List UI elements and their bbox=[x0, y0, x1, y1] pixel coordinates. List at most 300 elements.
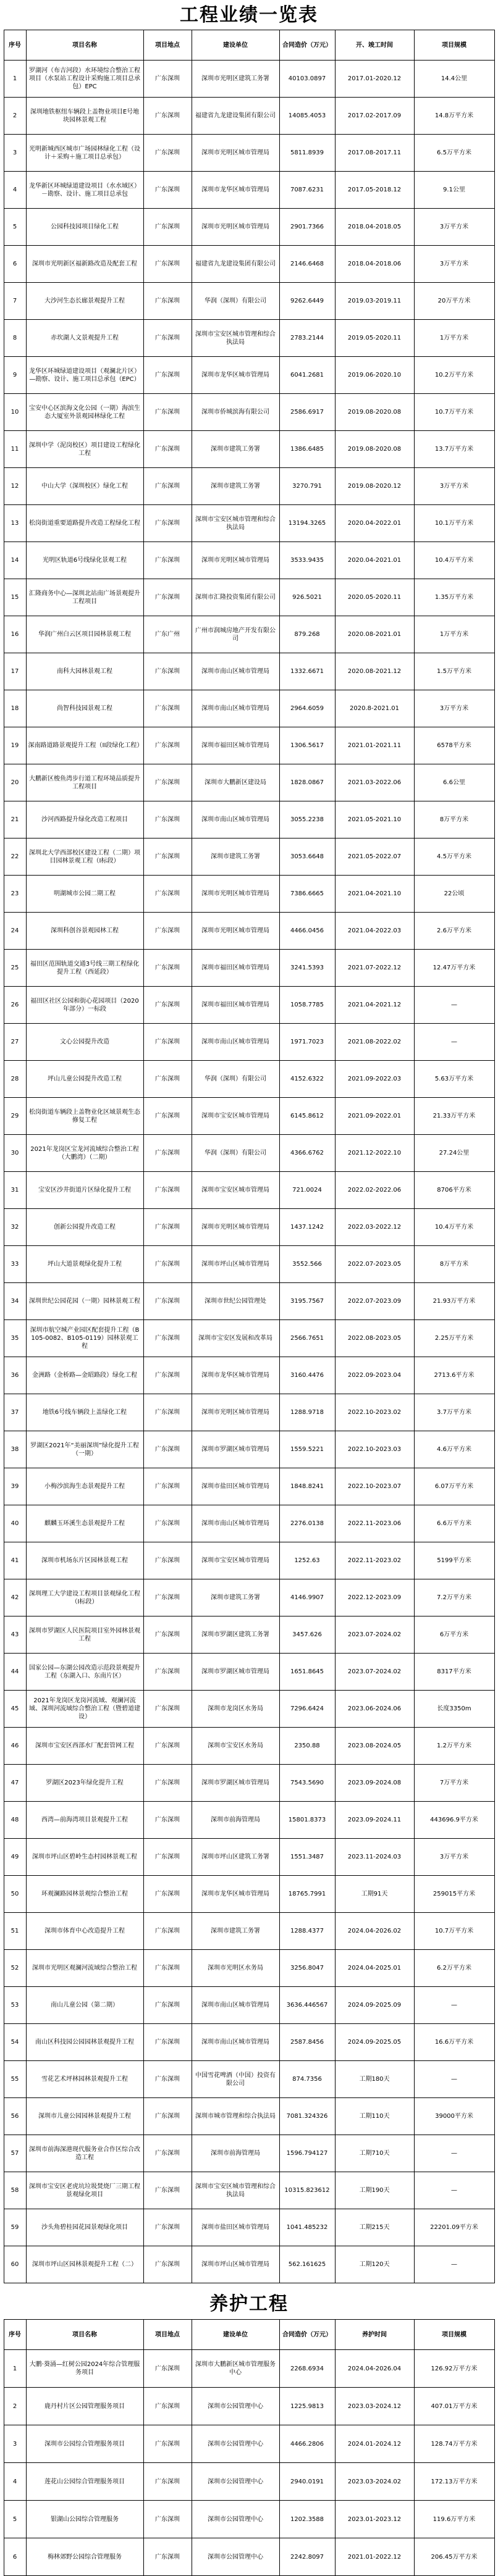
cell-location: 广东深圳 bbox=[143, 1579, 192, 1616]
cell-location: 广东深圳 bbox=[143, 135, 192, 172]
cell-contract-price: 1828.0867 bbox=[279, 764, 335, 801]
cell-scale: 172.13万平方米 bbox=[414, 2463, 494, 2501]
cell-no: 49 bbox=[4, 1839, 26, 1876]
cell-contract-price: 3241.5393 bbox=[279, 950, 335, 987]
cell-client: 深圳市光明区城市管理局 bbox=[192, 1209, 279, 1246]
cell-scale: 1.5万平方米 bbox=[414, 653, 494, 690]
cell-location: 广东深圳 bbox=[143, 2388, 192, 2425]
cell-period: 2018.04-2018.06 bbox=[335, 246, 414, 283]
cell-client: 深圳市罗湖区城市管理局 bbox=[192, 1765, 279, 1802]
cell-contract-price: 2350.88 bbox=[279, 1728, 335, 1765]
table-row bbox=[4, 1691, 494, 1728]
cell-location: 广东深圳 bbox=[143, 950, 192, 987]
table-row bbox=[4, 616, 494, 653]
cell-period: 2019.08-2020.12 bbox=[335, 468, 414, 505]
cell-client: 深圳市汇隆投资集团有限公司 bbox=[192, 579, 279, 616]
cell-client: 深圳市建筑工务署 bbox=[192, 468, 279, 505]
cell-period: 2021.04-2021.12 bbox=[335, 987, 414, 1024]
cell-project-name: 深圳市坪山区园林景观提升工程（二） bbox=[26, 2246, 143, 2283]
cell-contract-price: 13194.3265 bbox=[279, 505, 335, 542]
cell-client: 深圳市大鹏新区城市管理服务中心 bbox=[192, 2350, 279, 2388]
cell-period: 2022.10-2023.02 bbox=[335, 1394, 414, 1431]
cell-location: 广东深圳 bbox=[143, 838, 192, 876]
table-row bbox=[4, 357, 494, 394]
cell-client: 深圳市龙岗区水务局 bbox=[192, 1691, 279, 1728]
cell-project-name: 深圳市宝安区西部水厂配套管网工程 bbox=[26, 1728, 143, 1765]
cell-period: 工期110天 bbox=[335, 2098, 414, 2135]
cell-period: 2017.01-2020.12 bbox=[335, 61, 414, 98]
cell-scale: 4.6万平方米 bbox=[414, 1431, 494, 1468]
table-row bbox=[4, 1468, 494, 1505]
cell-location: 广东深圳 bbox=[143, 1394, 192, 1431]
cell-contract-price: 9262.6449 bbox=[279, 283, 335, 320]
table-row bbox=[4, 913, 494, 950]
cell-location: 广东深圳 bbox=[143, 1209, 192, 1246]
cell-contract-price: 4466.2806 bbox=[279, 2425, 335, 2463]
cell-contract-price: 1651.8645 bbox=[279, 1654, 335, 1691]
table-row bbox=[4, 1802, 494, 1839]
cell-scale: 21.93万平方米 bbox=[414, 1283, 494, 1320]
cell-project-name: 大鹏·葵涌—红树公园2024年综合管理服务项目 bbox=[26, 2350, 143, 2388]
cell-no: 4 bbox=[4, 2463, 26, 2501]
cell-location: 广东深圳 bbox=[143, 1691, 192, 1728]
table-row bbox=[4, 1987, 494, 2024]
cell-period: 2023.03-2024.12 bbox=[335, 2388, 414, 2425]
cell-period: 2024.04-2026.02 bbox=[335, 1913, 414, 1950]
cell-client: 深圳市龙华区城市管理局 bbox=[192, 357, 279, 394]
cell-scale: 7万平方米 bbox=[414, 1765, 494, 1802]
cell-client: 深圳市宝安区城市管理局 bbox=[192, 1172, 279, 1209]
cell-no: 58 bbox=[4, 2172, 26, 2209]
cell-client: 深圳市公园管理中心 bbox=[192, 2425, 279, 2463]
cell-period: 2022.12-2023.09 bbox=[335, 1579, 414, 1616]
cell-client: 深圳市公园管理中心 bbox=[192, 2538, 279, 2576]
cell-period: 2022.11-2023.06 bbox=[335, 1505, 414, 1542]
cell-project-name: 宝安中心区滨海文化公园（一期）海滨生态大厦室外景观园林绿化工程 bbox=[26, 394, 143, 431]
cell-client: 深圳市南山区城市管理局 bbox=[192, 690, 279, 727]
cell-project-name: 莲花山公园综合管理服务项目 bbox=[26, 2463, 143, 2501]
table-row bbox=[4, 172, 494, 209]
cell-period: 2019.08-2020.08 bbox=[335, 394, 414, 431]
cell-period: 2024.09-2025.05 bbox=[335, 2024, 414, 2061]
cell-location: 广东深圳 bbox=[143, 690, 192, 727]
table-row bbox=[4, 1209, 494, 1246]
main-projects-table bbox=[4, 30, 495, 2283]
cell-contract-price: 1058.7785 bbox=[279, 987, 335, 1024]
header-location: 项目地点 bbox=[143, 30, 192, 61]
cell-scale: — bbox=[414, 2172, 494, 2209]
cell-project-name: 龙华区环城绿道建设项目（观澜北片区）—勘察、设计、施工项目总承包（EPC） bbox=[26, 357, 143, 394]
cell-location: 广东深圳 bbox=[143, 1320, 192, 1357]
table-row bbox=[4, 1320, 494, 1357]
cell-contract-price: 3457.626 bbox=[279, 1616, 335, 1654]
cell-period: 2021.07-2022.12 bbox=[335, 950, 414, 987]
cell-period: 2022.10-2023.07 bbox=[335, 1468, 414, 1505]
cell-contract-price: 1596.794127 bbox=[279, 2135, 335, 2172]
cell-project-name: 南山儿童公园（第二期） bbox=[26, 1987, 143, 2024]
cell-period: 2021.12-2022.10 bbox=[335, 1135, 414, 1172]
cell-project-name: 银湖山公园综合管理服务 bbox=[26, 2501, 143, 2538]
table-row bbox=[4, 1246, 494, 1283]
cell-period: 2022.03-2022.12 bbox=[335, 1209, 414, 1246]
cell-contract-price: 1971.7023 bbox=[279, 1024, 335, 1061]
cell-period: 2024.09-2025.09 bbox=[335, 1987, 414, 2024]
cell-project-name: 深圳北大学西部校区建设工程（二期）项目园林景观工程（I标段） bbox=[26, 838, 143, 876]
cell-no: 11 bbox=[4, 431, 26, 468]
cell-project-name: 创新公园提升改造工程 bbox=[26, 1209, 143, 1246]
cell-scale: 3万平方米 bbox=[414, 209, 494, 246]
cell-period: 2023.11-2024.03 bbox=[335, 1839, 414, 1876]
cell-client: 深圳市宝安区城市管理局 bbox=[192, 1542, 279, 1579]
header-location: 项目地点 bbox=[143, 2320, 192, 2350]
cell-client: 深圳市侨城滨海有限公司 bbox=[192, 394, 279, 431]
cell-no: 26 bbox=[4, 987, 26, 1024]
table-row bbox=[4, 1172, 494, 1209]
table-row bbox=[4, 246, 494, 283]
cell-no: 16 bbox=[4, 616, 26, 653]
cell-scale: 6.6公里 bbox=[414, 764, 494, 801]
cell-scale: 1.2万平方米 bbox=[414, 1728, 494, 1765]
cell-period: 2022.09-2023.04 bbox=[335, 1357, 414, 1394]
table-row bbox=[4, 1061, 494, 1098]
header-contract-price: 合同造价（万元） bbox=[279, 2320, 335, 2350]
cell-no: 33 bbox=[4, 1246, 26, 1283]
cell-location: 广东深圳 bbox=[143, 542, 192, 579]
cell-no: 60 bbox=[4, 2246, 26, 2283]
cell-project-name: 宝安区沙井街道片区绿化提升工程 bbox=[26, 1172, 143, 1209]
cell-project-name: 南山区科技园公园园林景观提升工程 bbox=[26, 2024, 143, 2061]
header-contract-price: 合同造价（万元） bbox=[279, 30, 335, 61]
cell-contract-price: 721.0024 bbox=[279, 1172, 335, 1209]
cell-project-name: 深圳市航空城产业园区配套提升工程（B105-0082、B105-0119）园林景观工程 bbox=[26, 1320, 143, 1357]
table-row bbox=[4, 1135, 494, 1172]
cell-contract-price: 1848.8241 bbox=[279, 1468, 335, 1505]
cell-contract-price: 7087.6231 bbox=[279, 172, 335, 209]
cell-location: 广东深圳 bbox=[143, 913, 192, 950]
cell-project-name: 深圳市坪山区碧岭生态村园林景观工程 bbox=[26, 1839, 143, 1876]
cell-period: 2019.08-2020.08 bbox=[335, 431, 414, 468]
cell-scale: 5199平方米 bbox=[414, 1542, 494, 1579]
cell-project-name: 南科大园林景观工程 bbox=[26, 653, 143, 690]
cell-no: 48 bbox=[4, 1802, 26, 1839]
cell-no: 1 bbox=[4, 2350, 26, 2388]
cell-location: 广东深圳 bbox=[143, 98, 192, 135]
table-row bbox=[4, 394, 494, 431]
cell-location: 广东深圳 bbox=[143, 801, 192, 838]
table-row bbox=[4, 1839, 494, 1876]
cell-scale: 8706平方米 bbox=[414, 1172, 494, 1209]
table-row bbox=[4, 1024, 494, 1061]
cell-period: 2019.05-2020.11 bbox=[335, 320, 414, 357]
table-row bbox=[4, 801, 494, 838]
cell-project-name: 鹿丹村片区公园管理服务项目 bbox=[26, 2388, 143, 2425]
cell-contract-price: 4152.6322 bbox=[279, 1061, 335, 1098]
table-row bbox=[4, 135, 494, 172]
cell-no: 1 bbox=[4, 61, 26, 98]
cell-location: 广东深圳 bbox=[143, 1765, 192, 1802]
table-row bbox=[4, 2135, 494, 2172]
cell-contract-price: 2964.6059 bbox=[279, 690, 335, 727]
cell-contract-price: 1332.6671 bbox=[279, 653, 335, 690]
cell-location: 广东深圳 bbox=[143, 357, 192, 394]
cell-contract-price: 2146.6468 bbox=[279, 246, 335, 283]
cell-client: 深圳市罗湖区建筑工务署 bbox=[192, 1616, 279, 1654]
cell-contract-price: 1288.9718 bbox=[279, 1394, 335, 1431]
cell-scale: 6578平方米 bbox=[414, 727, 494, 764]
cell-location: 广东深圳 bbox=[143, 468, 192, 505]
cell-location: 广东深圳 bbox=[143, 987, 192, 1024]
cell-period: 2021.05-2022.07 bbox=[335, 838, 414, 876]
cell-contract-price: 1252.63 bbox=[279, 1542, 335, 1579]
cell-scale: 3万平方米 bbox=[414, 468, 494, 505]
cell-project-name: 福田区社区公园和街心花园项目（2020年部分）一标段 bbox=[26, 987, 143, 1024]
cell-location: 广东深圳 bbox=[143, 1431, 192, 1468]
cell-scale: 20万平方米 bbox=[414, 283, 494, 320]
cell-project-name: 坪山大道景观绿化提升工程 bbox=[26, 1246, 143, 1283]
cell-period: 2019.03-2019.11 bbox=[335, 283, 414, 320]
cell-scale: 2.6万平方米 bbox=[414, 913, 494, 950]
cell-client: 深圳市坪山区建筑工务署 bbox=[192, 1839, 279, 1876]
cell-location: 广东深圳 bbox=[143, 1876, 192, 1913]
table-row bbox=[4, 1394, 494, 1431]
cell-contract-price: 6041.2681 bbox=[279, 357, 335, 394]
cell-contract-price: 2940.0191 bbox=[279, 2463, 335, 2501]
cell-project-name: 国家公园—东湖公园改造示范段景观提升工程（东湖入口、东南片区） bbox=[26, 1654, 143, 1691]
cell-period: 2022.07-2023.05 bbox=[335, 1246, 414, 1283]
cell-scale: 10.7万平方米 bbox=[414, 1913, 494, 1950]
cell-scale: 21.33万平方米 bbox=[414, 1098, 494, 1135]
cell-no: 51 bbox=[4, 1913, 26, 1950]
cell-client: 深圳市盐田区城市管理局 bbox=[192, 2209, 279, 2246]
cell-client: 深圳市龙华区城市管理局 bbox=[192, 1357, 279, 1394]
cell-scale: 443696.9平方米 bbox=[414, 1802, 494, 1839]
cell-client: 深圳市前海管理局 bbox=[192, 2135, 279, 2172]
table-row bbox=[4, 1542, 494, 1579]
table-row bbox=[4, 2098, 494, 2135]
cell-no: 17 bbox=[4, 653, 26, 690]
cell-client: 深圳市南山区城市管理局 bbox=[192, 2024, 279, 2061]
table-row bbox=[4, 1098, 494, 1135]
cell-period: 2020.08-2021.12 bbox=[335, 653, 414, 690]
table-row bbox=[4, 1357, 494, 1394]
table-row bbox=[4, 2538, 494, 2576]
cell-no: 31 bbox=[4, 1172, 26, 1209]
cell-contract-price: 7386.6665 bbox=[279, 876, 335, 913]
cell-period: 2021.01-2022.12 bbox=[335, 2538, 414, 2576]
cell-period: 2023.09-2024.08 bbox=[335, 1765, 414, 1802]
cell-period: 2023.03-2024.02 bbox=[335, 2463, 414, 2501]
cell-client: 深圳市罗湖区城市管理局 bbox=[192, 1431, 279, 1468]
table-row bbox=[4, 542, 494, 579]
cell-location: 广东深圳 bbox=[143, 2135, 192, 2172]
cell-location: 广东深圳 bbox=[143, 876, 192, 913]
cell-client: 深圳市福田区城市管理局 bbox=[192, 987, 279, 1024]
cell-period: 2018.04-2018.05 bbox=[335, 209, 414, 246]
cell-no: 38 bbox=[4, 1431, 26, 1468]
cell-scale: 6.07万平方米 bbox=[414, 1468, 494, 1505]
cell-no: 13 bbox=[4, 505, 26, 542]
cell-no: 57 bbox=[4, 2135, 26, 2172]
table-row bbox=[4, 2350, 494, 2388]
cell-scale: 12.47万平方米 bbox=[414, 950, 494, 987]
cell-scale: 长度3350m bbox=[414, 1691, 494, 1728]
cell-project-name: 罗湖区2021年“美丽深圳”绿化提升工程（一期） bbox=[26, 1431, 143, 1468]
cell-no: 43 bbox=[4, 1616, 26, 1654]
cell-project-name: 光明新城西区城市广场园林绿化工程（设计＋采购＋施工项目总承包） bbox=[26, 135, 143, 172]
cell-location: 广东深圳 bbox=[143, 2350, 192, 2388]
table-row bbox=[4, 1654, 494, 1691]
table-row bbox=[4, 1876, 494, 1913]
cell-client: 深圳市宝安区城市管理和综合执法局 bbox=[192, 320, 279, 357]
cell-no: 56 bbox=[4, 2098, 26, 2135]
cell-period: 2022.08-2023.05 bbox=[335, 1320, 414, 1357]
cell-scale: 6.2万平方米 bbox=[414, 1950, 494, 1987]
cell-no: 8 bbox=[4, 320, 26, 357]
cell-project-name: 西湾—前海湾项目景观提升工程 bbox=[26, 1802, 143, 1839]
header-project-name: 项目名称 bbox=[26, 2320, 143, 2350]
cell-contract-price: 3160.4476 bbox=[279, 1357, 335, 1394]
cell-project-name: 麒麟玉环溪生态景观提升工程 bbox=[26, 1505, 143, 1542]
cell-client: 深圳市罗湖区城市管理局 bbox=[192, 1654, 279, 1691]
cell-period: 工期215天 bbox=[335, 2209, 414, 2246]
cell-location: 广东深圳 bbox=[143, 283, 192, 320]
cell-contract-price: 1041.485232 bbox=[279, 2209, 335, 2246]
cell-location: 广东深圳 bbox=[143, 172, 192, 209]
cell-scale: 10.4万平方米 bbox=[414, 542, 494, 579]
cell-period: 2022.11-2023.02 bbox=[335, 1542, 414, 1579]
cell-client: 深圳市光明区城市管理局 bbox=[192, 209, 279, 246]
cell-scale: 128.74万平方米 bbox=[414, 2425, 494, 2463]
cell-contract-price: 14085.4053 bbox=[279, 98, 335, 135]
cell-location: 广东深圳 bbox=[143, 2172, 192, 2209]
cell-client: 中国雪花啤酒（中国）投资有限公司 bbox=[192, 2061, 279, 2098]
table-row bbox=[4, 1505, 494, 1542]
cell-contract-price: 879.268 bbox=[279, 616, 335, 653]
cell-contract-price: 4146.9907 bbox=[279, 1579, 335, 1616]
cell-scale: 2713.6平方米 bbox=[414, 1357, 494, 1394]
table-row bbox=[4, 690, 494, 727]
cell-client: 福建省九龙建设集团有限公司 bbox=[192, 246, 279, 283]
cell-client: 深圳市前海管理局 bbox=[192, 1802, 279, 1839]
cell-scale: 3.7万平方米 bbox=[414, 1394, 494, 1431]
table-row bbox=[4, 727, 494, 764]
cell-no: 30 bbox=[4, 1135, 26, 1172]
cell-location: 广东深圳 bbox=[143, 1839, 192, 1876]
cell-scale: 126.92万平方米 bbox=[414, 2350, 494, 2388]
cell-period: 2017.02-2017.09 bbox=[335, 98, 414, 135]
table-row bbox=[4, 1728, 494, 1765]
table-row bbox=[4, 1579, 494, 1616]
cell-client: 深圳市世纪公园管理处 bbox=[192, 1283, 279, 1320]
cell-contract-price: 3256.8047 bbox=[279, 1950, 335, 1987]
cell-location: 广东深圳 bbox=[143, 764, 192, 801]
cell-client: 深圳市建筑工务署 bbox=[192, 1913, 279, 1950]
cell-period: 工期190天 bbox=[335, 2172, 414, 2209]
cell-client: 深圳市龙华区城市管理局 bbox=[192, 172, 279, 209]
cell-period: 2022.10-2023.03 bbox=[335, 1431, 414, 1468]
cell-location: 广东深圳 bbox=[143, 1987, 192, 2024]
table-row bbox=[4, 876, 494, 913]
cell-contract-price: 10315.823612 bbox=[279, 2172, 335, 2209]
cell-no: 21 bbox=[4, 801, 26, 838]
cell-no: 14 bbox=[4, 542, 26, 579]
cell-scale: — bbox=[414, 2135, 494, 2172]
cell-no: 55 bbox=[4, 2061, 26, 2098]
table-row bbox=[4, 1431, 494, 1468]
cell-location: 广东深圳 bbox=[143, 1246, 192, 1283]
cell-period: 工期120天 bbox=[335, 2246, 414, 2283]
cell-contract-price: 5811.8939 bbox=[279, 135, 335, 172]
cell-contract-price: 1225.9813 bbox=[279, 2388, 335, 2425]
cell-scale: 10.7万平方米 bbox=[414, 394, 494, 431]
cell-scale: 5.63万平方米 bbox=[414, 1061, 494, 1098]
cell-scale: 259015平方米 bbox=[414, 1876, 494, 1913]
cell-location: 广东深圳 bbox=[143, 1357, 192, 1394]
cell-project-name: 深圳理工大学建设工程项目景观绿化工程（I标段） bbox=[26, 1579, 143, 1616]
cell-no: 6 bbox=[4, 246, 26, 283]
table-row bbox=[4, 2172, 494, 2209]
cell-period: 2020.08-2021.01 bbox=[335, 616, 414, 653]
cell-client: 深圳市宝安区城市管理和综合执法局 bbox=[192, 505, 279, 542]
cell-period: 2023.08-2024.05 bbox=[335, 1728, 414, 1765]
cell-contract-price: 18765.7991 bbox=[279, 1876, 335, 1913]
cell-no: 41 bbox=[4, 1542, 26, 1579]
cell-client: 深圳市光明区城市管理局 bbox=[192, 542, 279, 579]
cell-period: 工期710天 bbox=[335, 2135, 414, 2172]
cell-period: 2017.08-2017.11 bbox=[335, 135, 414, 172]
cell-project-name: 深圳科创谷景观园林工程 bbox=[26, 913, 143, 950]
cell-location: 广东深圳 bbox=[143, 579, 192, 616]
table-row bbox=[4, 653, 494, 690]
cell-scale: 3万平方米 bbox=[414, 246, 494, 283]
cell-client: 深圳市公园管理中心 bbox=[192, 2463, 279, 2501]
cell-period: 2020.04-2021.01 bbox=[335, 542, 414, 579]
header-period: 养护时间 bbox=[335, 2320, 414, 2350]
cell-scale: — bbox=[414, 2061, 494, 2098]
cell-project-name: 深南路道路景观提升工程（II段绿化工程） bbox=[26, 727, 143, 764]
table-row bbox=[4, 505, 494, 542]
cell-contract-price: 3533.9435 bbox=[279, 542, 335, 579]
cell-client: 福建省九龙建设集团有限公司 bbox=[192, 98, 279, 135]
cell-scale: 1万平方米 bbox=[414, 616, 494, 653]
cell-project-name: 2021年龙岗区龙岗河流域、观澜河流域、深圳河流域综合整治工程（暨碧道建设） bbox=[26, 1691, 143, 1728]
cell-project-name: 沙河西路提升绿化改造工程项目 bbox=[26, 801, 143, 838]
cell-project-name: 公园科技园项目绿化工程 bbox=[26, 209, 143, 246]
cell-client: 深圳市福田区城市管理局 bbox=[192, 727, 279, 764]
cell-client: 深圳市坪山区城市管理局 bbox=[192, 1246, 279, 1283]
cell-contract-price: 2587.8456 bbox=[279, 2024, 335, 2061]
cell-no: 47 bbox=[4, 1765, 26, 1802]
table-row bbox=[4, 1616, 494, 1654]
cell-scale: 10.4万平方米 bbox=[414, 1209, 494, 1246]
cell-project-name: 大鹏新区梭鱼湾步行道工程环境品质提升工程项目 bbox=[26, 764, 143, 801]
cell-no: 46 bbox=[4, 1728, 26, 1765]
cell-no: 27 bbox=[4, 1024, 26, 1061]
cell-client: 深圳市光明区城市管理局 bbox=[192, 876, 279, 913]
cell-client: 深圳市龙华区城市管理局 bbox=[192, 1876, 279, 1913]
table-row bbox=[4, 98, 494, 135]
cell-project-name: 光明区轨道6号线绿化景观工程 bbox=[26, 542, 143, 579]
cell-contract-price: 3195.7567 bbox=[279, 1283, 335, 1320]
cell-location: 广东深圳 bbox=[143, 727, 192, 764]
cell-contract-price: 1386.6485 bbox=[279, 431, 335, 468]
table-row bbox=[4, 579, 494, 616]
cell-no: 6 bbox=[4, 2538, 26, 2576]
cell-period: 2023.01-2023.12 bbox=[335, 2501, 414, 2538]
cell-scale: 1万平方米 bbox=[414, 320, 494, 357]
cell-contract-price: 3270.791 bbox=[279, 468, 335, 505]
cell-period: 2021.09-2022.01 bbox=[335, 1098, 414, 1135]
